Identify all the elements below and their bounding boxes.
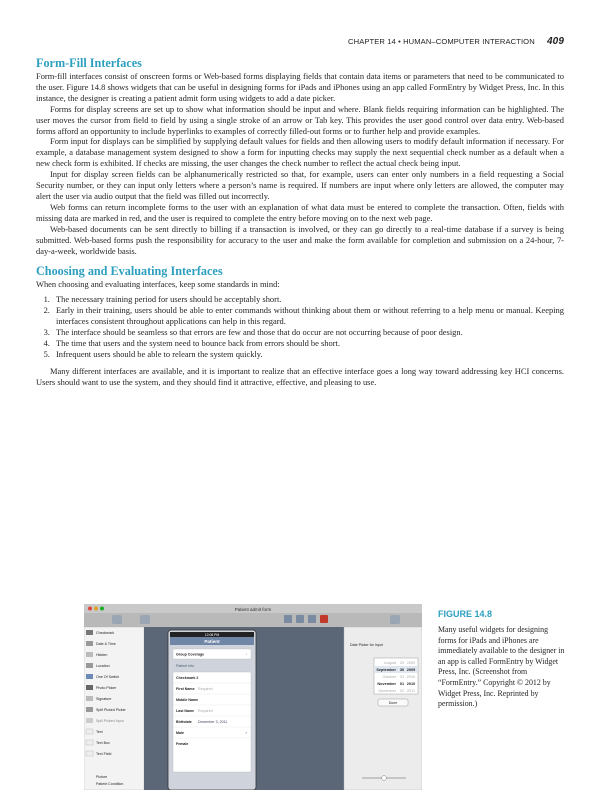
figure-caption: [438, 609, 568, 710]
form-row-label: Checkmark 2: [176, 676, 199, 680]
paragraph: Form input for displays can be simplified by supplying default values for fields and then allowing users to modify default information if necessary. For example, a database management system designed to show a form for inputting checks may supply the next sequential check number as a default when a new check form is exhibited. If checks are missing, the user changes the check number to reflect the actual check being input.: [36, 136, 564, 169]
form-row-value: Required: [198, 709, 213, 713]
picker-cell: September: [376, 668, 396, 672]
figure-label: FIGURE 14.8: [438, 609, 493, 619]
list-item: One Of Switch: [96, 675, 120, 679]
form-row-label: Middle Name: [176, 698, 199, 702]
form-title: Patient: [204, 639, 220, 644]
close-window-icon: [88, 607, 92, 611]
picker-cell: November: [377, 682, 396, 686]
paragraph: Many different interfaces are available, and it is important to realize that an effective interface goes a long way toward addressing key HCI concerns. Users should want to use the system, and they should find it attractive, effective, and pleasing to use.: [36, 365, 564, 387]
list-item: Split Picked Picker: [96, 708, 126, 712]
page-number: 409: [547, 36, 564, 47]
list-item: Hidden: [96, 653, 108, 657]
body-text: [36, 56, 564, 388]
picker-cell: October: [382, 675, 396, 679]
paragraph: Input for display screen fields can be alphanumerically restricted so that, for example, users can enter only numbers in a field requesting a Social Security number, or they can input only letters where a person’s name is required. If numbers are input where only letters are allowed, the computer may alert the user via audio output that the field was filled out incorrectly.: [36, 169, 564, 201]
inspector-title: Date Picker for Input: [350, 643, 383, 647]
chapter-label: CHAPTER 14: [348, 37, 396, 46]
form-row-label: First Name: [176, 687, 195, 691]
paragraph: Web forms can return incomplete forms to the user with an explanation of what data must be entered to complete the transaction. Often, fields with missing data are marked in red, and the user is required to complete the entry before moving on to the next web page.: [36, 201, 564, 223]
list-item: Checkmark: [96, 631, 115, 635]
list-item: Text Box: [96, 741, 110, 745]
list-item: Picture: [96, 775, 108, 779]
picker-cell: 01: [399, 682, 405, 686]
list-item: 5. Infrequent users should be able to relearn the system quickly.: [52, 349, 564, 360]
list-item: 2. Early in their training, users should be able to enter commands without thinking about them or without referring to a help menu or manual. Keeping interfaces consistent throughout applications can help in this regard.: [52, 305, 564, 327]
list-item: Photo Picker: [96, 686, 117, 690]
inspector-panel: [344, 627, 422, 790]
date-picker: [374, 658, 418, 694]
list-item: Spill Picked Input: [96, 719, 124, 723]
picker-cell: December: [378, 689, 396, 693]
window-toolbar: [84, 613, 422, 627]
list-item: Date & Time: [96, 642, 116, 646]
form-row-label: Birthdate: [176, 720, 192, 724]
picker-cell: 2010: [406, 675, 416, 679]
paragraph: When choosing and evaluating interfaces, keep some standards in mind:: [36, 279, 280, 290]
picker-done-label: Done: [388, 701, 398, 705]
picker-cell: August: [384, 661, 396, 665]
paragraph: Form-fill interfaces consist of onscreen forms or Web-based forms displaying fields that contain data items or parameters that need to be communicated to the user. Figure 14.8 shows widgets that can be useful in designing forms for iPads and iPhones using an app called FormEntry by Widget Press, Inc. In this instance, the designer is creating a patient admit form using widgets to add a date picker.: [36, 71, 564, 103]
picker-cell: 30: [399, 668, 405, 672]
zoom-slider-thumb: [382, 776, 387, 781]
section-heading-form-fill: Form-Fill Interfaces: [36, 56, 142, 70]
standards-list: [36, 294, 564, 359]
paragraph: Forms for display screens are set up to show what information should be input and where. Blank fields requiring information can be highlighted. The user moves the cursor from field to field by using a single stroke of an arrow or Tab key. This provides the user good control over data entry. Web-based forms afford an opportunity to include hyperlinks to examples of correctly filled-out forms or to further help and provide examples.: [36, 103, 564, 136]
list-item: 4. The time that users and the system need to bounce back from errors should be short.: [52, 338, 564, 349]
form-row-value: ✓: [245, 731, 249, 735]
form-row-label: Last Name: [176, 709, 195, 713]
separator: •: [398, 37, 401, 46]
device-time: 12:08 PM: [204, 633, 220, 637]
caption-text: Many useful widgets for designing forms for iPads and iPhones are immediately available to the designer in an app is called FormEntry by Widget Press, Inc. (Screenshot from “FormEntry.” Copyright © 2012 by Widget Press, Inc. Reprinted by permission.): [438, 625, 565, 709]
list-item: Text: [96, 730, 103, 734]
form-row-label: Group Coverage: [176, 652, 205, 657]
list-item: Location: [96, 664, 110, 668]
form-row-value: December 3, 2011: [198, 720, 228, 724]
picker-cell: 2011: [406, 689, 416, 693]
minimize-window-icon: [94, 607, 98, 611]
picker-cell: 02: [399, 689, 405, 693]
picker-cell: 2010: [406, 682, 416, 686]
list-item: 3. The interface should be seamless so that errors are few and those that do occur are not occurring because of poor design.: [52, 327, 564, 338]
svg-text:›: ›: [245, 652, 247, 657]
list-item: Patient Condition: [96, 782, 124, 786]
window-title: Patient admit form: [234, 606, 272, 612]
list-item: Signature: [96, 697, 112, 701]
section-heading-choosing: Choosing and Evaluating Interfaces: [36, 264, 223, 279]
formentry-screenshot: [84, 604, 422, 790]
picker-cell: 2009: [406, 668, 416, 672]
form-row-label: Male: [176, 731, 184, 735]
form-row-value: Required: [198, 687, 213, 691]
form-row-label: Female: [176, 742, 189, 746]
picker-cell: 31: [399, 675, 405, 679]
paragraph: Web-based documents can be sent directly to billing if a transaction is involved, or they can go directly to a real-time database if a survey is being submitted. Web-based forms push the responsibility for accuracy to the user and make the form available for completion and submission on a 24-hour, 7-day-a-week, worldwide basis.: [36, 223, 564, 256]
form-row-label: Patient Info: [176, 664, 195, 668]
zoom-window-icon: [100, 607, 104, 611]
list-item: 1. The necessary training period for users should be acceptably short.: [52, 294, 564, 305]
running-head: [36, 36, 564, 47]
chapter-title: HUMAN–COMPUTER INTERACTION: [403, 37, 535, 46]
picker-cell: 29: [399, 661, 405, 665]
list-item: Text Field: [96, 752, 112, 756]
picker-cell: 2009: [406, 661, 416, 665]
